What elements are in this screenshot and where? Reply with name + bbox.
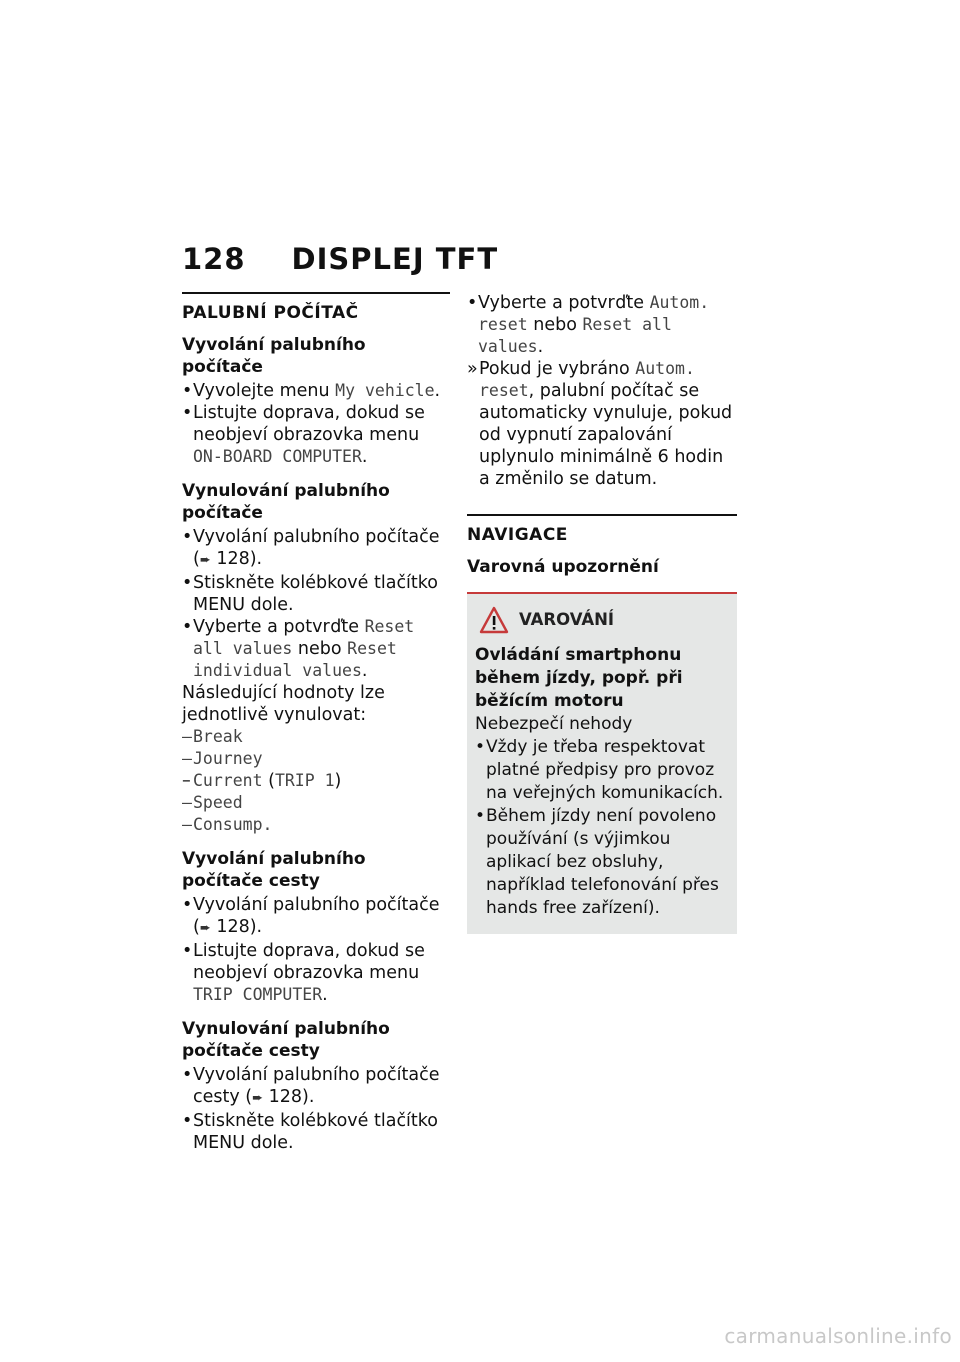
watermark: carmanualsonline.info	[724, 1324, 952, 1348]
warning-box	[467, 592, 737, 934]
heading-reset-computer: Vynulování palubního počítače	[182, 481, 390, 523]
warning-triangle-icon	[479, 606, 509, 634]
list-item: • Vyberte a potvrďte Autom. reset nebo Reset all values.	[467, 292, 737, 358]
section-divider	[182, 292, 450, 294]
page-ref[interactable]: 128).	[268, 1087, 315, 1107]
list-item: • Stiskněte kolébkové tlačítko MENU dole.	[182, 1110, 450, 1154]
list-item: – Journey	[182, 748, 450, 770]
list-item: • Vyvolejte menu My vehicle.	[182, 380, 450, 402]
list-item: – Speed	[182, 792, 450, 814]
heading-call-computer: Vyvolání palubního počítače	[182, 335, 366, 377]
section-title-navigation: NAVIGACE	[467, 525, 568, 545]
list-item: • Vyvolání palubního počítače cesty (➨ 128).	[182, 1064, 450, 1110]
list-item: • Vyvolání palubního počítače (➨ 128).	[182, 894, 450, 940]
section-title-onboard-computer: PALUBNÍ POČÍTAČ	[182, 303, 359, 323]
warning-danger: Nebezpečí nehody	[475, 714, 633, 734]
menu-code: My vehicle	[335, 381, 435, 400]
list-item: • Vyberte a potvrďte Reset all values nebo Reset individual values.	[182, 616, 450, 682]
page-ref-arrow-icon: ➨	[252, 1091, 264, 1106]
warning-label: VAROVÁNÍ	[519, 610, 615, 629]
right-column	[467, 292, 737, 934]
warning-list-item: • Vždy je třeba respektovat platné předpisy pro provoz na veřejných komunikacích.	[475, 736, 729, 805]
list-item: • Listujte doprava, dokud se neobjeví obrazovka menu ON-BOARD COMPUTER.	[182, 402, 450, 468]
heading-trip-computer: Vyvolání palubního počítače cesty	[182, 849, 366, 891]
page-header	[182, 242, 498, 276]
page-number: 128	[182, 242, 246, 276]
list-item: • Listujte doprava, dokud se neobjeví obrazovka menu TRIP COMPUTER.	[182, 940, 450, 1006]
page-ref[interactable]: 128).	[216, 917, 263, 937]
page-ref-arrow-icon: ➨	[199, 921, 211, 936]
warning-list-item: • Během jízdy není povoleno používání (s výjimkou aplikací bez obsluhy, například telefonování přes hands free zařízení).	[475, 805, 729, 920]
chapter-title: DISPLEJ TFT	[291, 242, 499, 276]
menu-code: ON-BOARD COMPUTER	[193, 447, 362, 466]
warning-headline: Ovládání smartphonu během jízdy, popř. při běžícím motoru	[475, 645, 683, 711]
paragraph: Následující hodnoty lze jednotlivě vynulovat:	[182, 683, 385, 725]
list-item: • Vyvolání palubního počítače (➨ 128).	[182, 526, 450, 572]
section-divider	[467, 514, 737, 516]
warning-header	[479, 606, 729, 634]
list-item: – Consump.	[182, 814, 450, 836]
page-ref[interactable]: 128).	[216, 549, 263, 569]
list-item: • Stiskněte kolébkové tlačítko MENU dole.	[182, 572, 450, 616]
subheading-warnings: Varovná upozornění	[467, 557, 659, 577]
result-item: » Pokud je vybráno Autom. reset, palubní počítač se automaticky vynuluje, pokud od vypnutí zapalování uplynulo minimálně 6 hodin a změnilo se datum.	[467, 358, 737, 490]
left-column	[182, 292, 450, 1154]
list-item: – Current (TRIP 1)	[182, 770, 450, 792]
page-ref-arrow-icon: ➨	[199, 553, 211, 568]
list-item: – Break	[182, 726, 450, 748]
heading-reset-trip-computer: Vynulování palubního počítače cesty	[182, 1019, 390, 1061]
